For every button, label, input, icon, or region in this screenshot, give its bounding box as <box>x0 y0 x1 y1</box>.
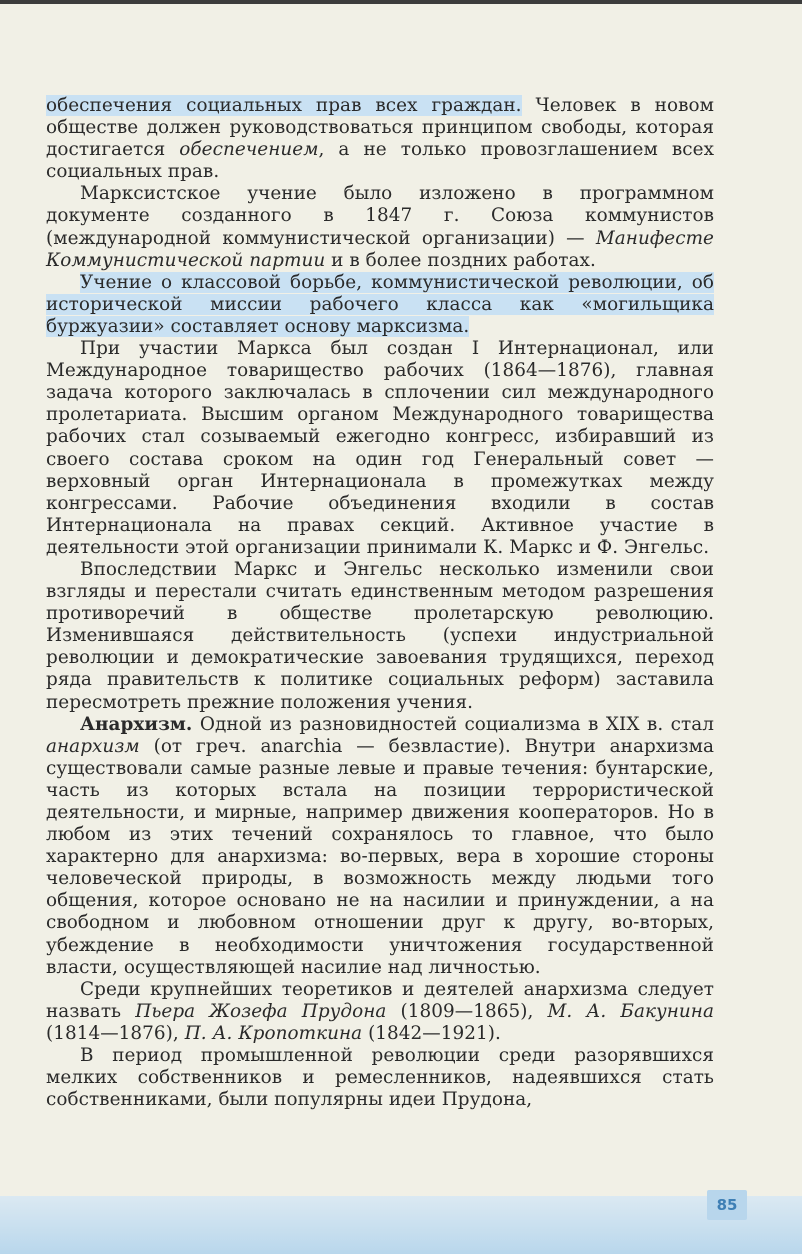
italic-term: Манифесте Коммунистической партии <box>46 227 714 271</box>
page-text <box>46 95 714 1111</box>
paragraph <box>46 183 714 271</box>
highlighted-paragraph <box>46 272 714 338</box>
italic-name: П. А. Кропоткина <box>184 1022 363 1044</box>
text-segment: Марксистское учение было изложено в программном документе созданного в 1847 г. Союза коммунистов (международной коммунистической организации) — <box>46 183 714 249</box>
text-segment: (от греч. anarchia — безвластие). Внутри анархизма существовали самые разные левые и правые течения: бунтарские, часть из которых встала на позиции террористической деятельности, и мирные, например движения кооператоров. Но в любом из этих течений сохранялось то главное, что было характерно для анархизма: во-первых, вера в хорошие стороны человеческой природы, в возможность между людьми того общения, которое основано не на насилии и принуждении, а на свободном и любовном отношении друг к другу, во-вторых, убеждение в необходимости уничтожения государственной власти, осуществляющей насилие над личностью. <box>46 735 714 978</box>
text-segment: Человек в новом обществе должен руководствоваться принципом свободы, которая достигается <box>46 95 714 161</box>
top-edge <box>0 0 802 4</box>
text-segment: и в более поздних работах. <box>325 249 596 271</box>
section-heading: Анархизм. <box>80 713 193 735</box>
text-segment: При участии Маркса был создан I Интернационал, или Международное товарищество рабочих (1864—1876), главная задача которого заключалась в сплочении сил международного пролетариата. Высшим органом Международного товарищества рабочих стал созываемый ежегодно конгресс, избиравший из своего состава сроком на один год Генеральный совет — верховный орган Интернационала в промежутках между конгрессами. Рабочие объединения входили в состав Интернационала на правах секций. Активное участие в деятельности этой организации принимали К. Маркс и Ф. Энгельс. <box>46 338 714 558</box>
italic-term: обеспечением <box>179 139 319 161</box>
italic-term: анархизм <box>46 735 140 757</box>
text-segment: (1814—1876), <box>46 1022 185 1044</box>
italic-name: Пьера Жозефа Прудона <box>135 1000 387 1022</box>
paragraph <box>46 95 714 183</box>
text-segment: Впоследствии Маркс и Энгельс несколько изменили свои взгляды и перестали считать единственным методом разрешения противоречий в обществе пролетарскую революцию. Изменившаяся действительность (успехи индустриальной революции и демократические завоевания трудящихся, переход ряда правительств к политике социальных реформ) заставила пересмотреть прежние положения учения. <box>46 558 714 713</box>
text-segment: В период промышленной революции среди разорявшихся мелких собственников и ремесленников, надеявшихся стать собственниками, были популярны идеи Прудона, <box>46 1045 714 1111</box>
bottom-band <box>0 1196 802 1254</box>
page-number: 85 <box>707 1190 747 1220</box>
text-segment: Одной из разновидностей социализма в XIX в. стал <box>192 713 714 735</box>
paragraph <box>46 338 714 559</box>
italic-name: М. А. Бакунина <box>547 1000 714 1022</box>
paragraph <box>46 559 714 714</box>
text-segment: Среди крупнейших теоретиков и деятелей анархизма следует назвать <box>46 978 714 1022</box>
highlighted-text: обеспечения социальных прав всех граждан. <box>46 95 522 116</box>
paragraph <box>46 714 714 979</box>
paragraph <box>46 979 714 1045</box>
text-segment: (1842—1921). <box>362 1022 501 1044</box>
text-segment: (1809—1865), <box>386 1000 548 1022</box>
paragraph <box>46 1045 714 1111</box>
text-segment: , а не только провозглашением всех социальных прав. <box>46 139 714 183</box>
highlighted-text: Учение о классовой борьбе, коммунистической революции, об исторической миссии рабочего класса как «могильщика буржуазии» составляет основу марксизма. <box>46 271 714 337</box>
